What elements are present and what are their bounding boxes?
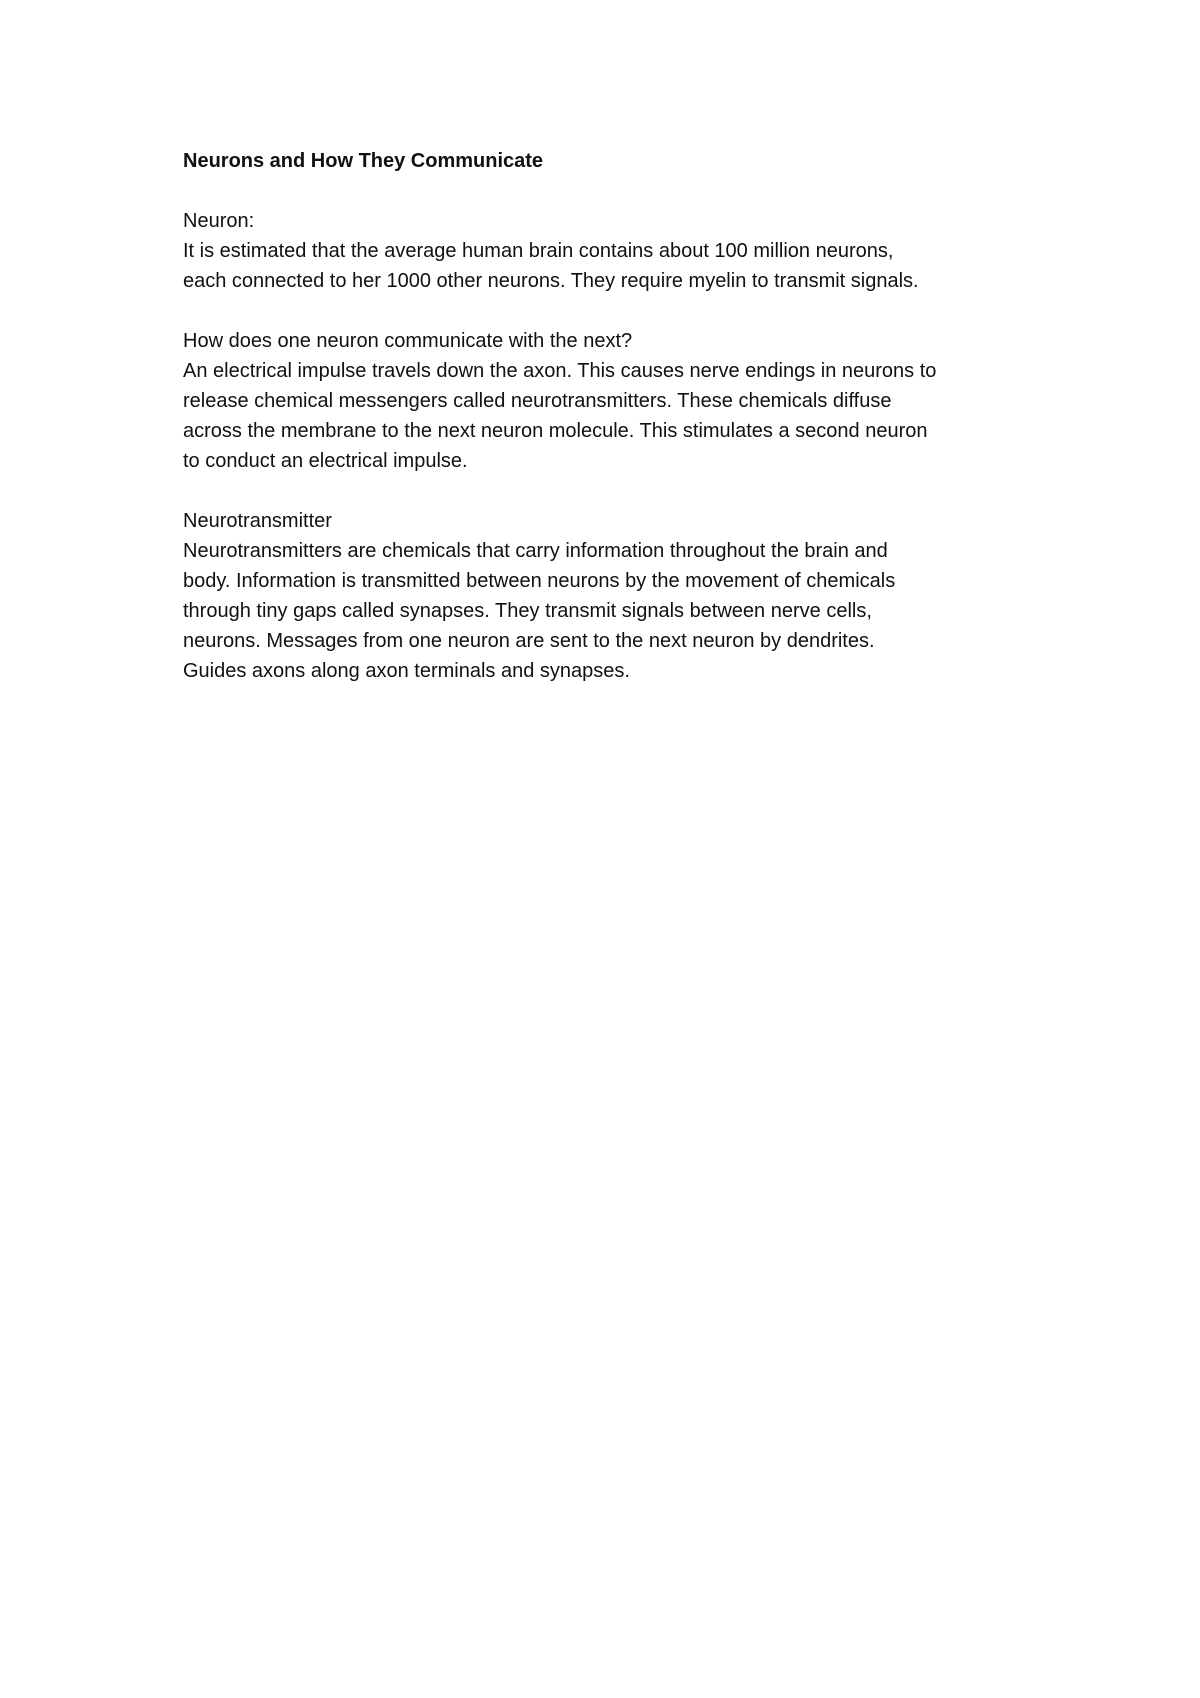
document-body — [183, 146, 1063, 716]
section-communication — [183, 326, 1063, 476]
paragraph-line: through tiny gaps called synapses. They transmit signals between nerve cells, — [183, 600, 872, 622]
section-neuron — [183, 206, 1063, 296]
section-heading: Neurotransmitter — [183, 510, 332, 532]
paragraph-line: body. Information is transmitted between neurons by the movement of chemicals — [183, 570, 896, 592]
section-heading: How does one neuron communicate with the next? — [183, 330, 633, 352]
document-title: Neurons and How They Communicate — [183, 150, 544, 172]
section-heading: Neuron: — [183, 210, 255, 232]
paragraph-line: Neurotransmitters are chemicals that carry information throughout the brain and — [183, 540, 888, 562]
paragraph-line: An electrical impulse travels down the axon. This causes nerve endings in neurons to — [183, 360, 937, 382]
paragraph-line: release chemical messengers called neurotransmitters. These chemicals diffuse — [183, 390, 892, 412]
paragraph-line: each connected to her 1000 other neurons. They require myelin to transmit signals. — [183, 270, 919, 292]
paragraph-line: It is estimated that the average human brain contains about 100 million neurons, — [183, 240, 894, 262]
paragraph-line: neurons. Messages from one neuron are sent to the next neuron by dendrites. — [183, 630, 875, 652]
paragraph-line: across the membrane to the next neuron molecule. This stimulates a second neuron — [183, 420, 928, 442]
paragraph-line: to conduct an electrical impulse. — [183, 450, 468, 472]
section-neurotransmitter — [183, 506, 1063, 686]
paragraph-line: Guides axons along axon terminals and synapses. — [183, 660, 630, 682]
